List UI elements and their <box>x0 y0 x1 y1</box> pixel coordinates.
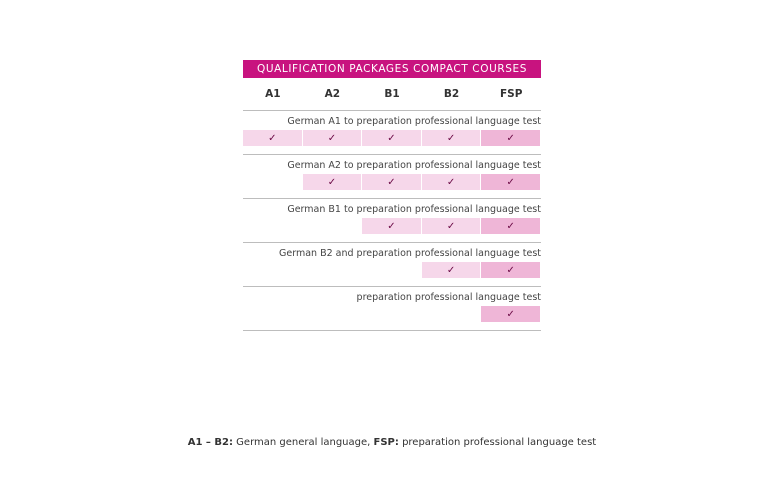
check-cell-fsp <box>481 218 540 234</box>
check-icon: ✓ <box>446 264 456 276</box>
check-cell-b2 <box>422 174 481 190</box>
package-row <box>243 111 541 155</box>
check-icon: ✓ <box>327 132 337 144</box>
package-title: German A1 to preparation professional language test <box>287 116 541 127</box>
check-icon: ✓ <box>387 220 396 232</box>
package-title: German B2 and preparation professional language test <box>279 248 541 259</box>
package-cells <box>243 130 541 146</box>
check-cell-fsp <box>481 262 540 278</box>
check-cell-a1 <box>243 130 302 146</box>
package-row <box>243 199 541 243</box>
level-header-row <box>243 78 541 111</box>
check-cell-fsp <box>481 306 540 322</box>
check-cell-a2 <box>303 130 362 146</box>
package-list <box>243 111 541 331</box>
check-cell-b2 <box>422 218 481 234</box>
package-cells <box>243 218 541 234</box>
footnote-levels-label: A1 – B2: <box>187 437 233 448</box>
check-icon: ✓ <box>506 308 515 320</box>
check-icon: ✓ <box>446 176 456 188</box>
check-cell-b1 <box>362 218 421 234</box>
package-cells <box>243 174 541 190</box>
check-icon: ✓ <box>506 220 515 232</box>
qualification-table <box>243 60 541 331</box>
check-cell-b1 <box>362 174 421 190</box>
package-title: German B1 to preparation professional language test <box>287 204 541 215</box>
check-cell-fsp <box>481 174 540 190</box>
check-icon: ✓ <box>327 176 337 188</box>
check-icon: ✓ <box>446 220 456 232</box>
package-title: preparation professional language test <box>356 292 541 303</box>
footnote-fsp-label: FSP: <box>373 437 399 448</box>
check-cell-b2 <box>422 262 481 278</box>
footnote <box>0 437 784 448</box>
check-cell-b2 <box>422 130 481 146</box>
level-header-a1: A1 <box>265 88 281 100</box>
package-row <box>243 155 541 199</box>
package-row <box>243 243 541 287</box>
level-header-a2: A2 <box>324 88 341 100</box>
check-cell-a2 <box>303 174 362 190</box>
package-row <box>243 287 541 331</box>
package-title: German A2 to preparation professional language test <box>287 160 541 171</box>
check-icon: ✓ <box>506 132 515 144</box>
check-icon: ✓ <box>268 132 277 144</box>
level-header-fsp: FSP <box>499 88 523 100</box>
package-cells <box>243 262 541 278</box>
check-icon: ✓ <box>387 176 396 188</box>
footnote-fsp-text: preparation professional language test <box>398 437 597 448</box>
footnote-levels-text: German general language, <box>233 437 374 448</box>
table-title: QUALIFICATION PACKAGES COMPACT COURSES <box>243 60 541 78</box>
check-icon: ✓ <box>506 264 515 276</box>
level-header-b2: B2 <box>443 88 460 100</box>
check-cell-b1 <box>362 130 421 146</box>
check-icon: ✓ <box>446 132 456 144</box>
check-cell-fsp <box>481 130 540 146</box>
level-header-b1: B1 <box>384 88 400 100</box>
check-icon: ✓ <box>506 176 515 188</box>
check-icon: ✓ <box>387 132 396 144</box>
package-cells <box>243 306 541 322</box>
